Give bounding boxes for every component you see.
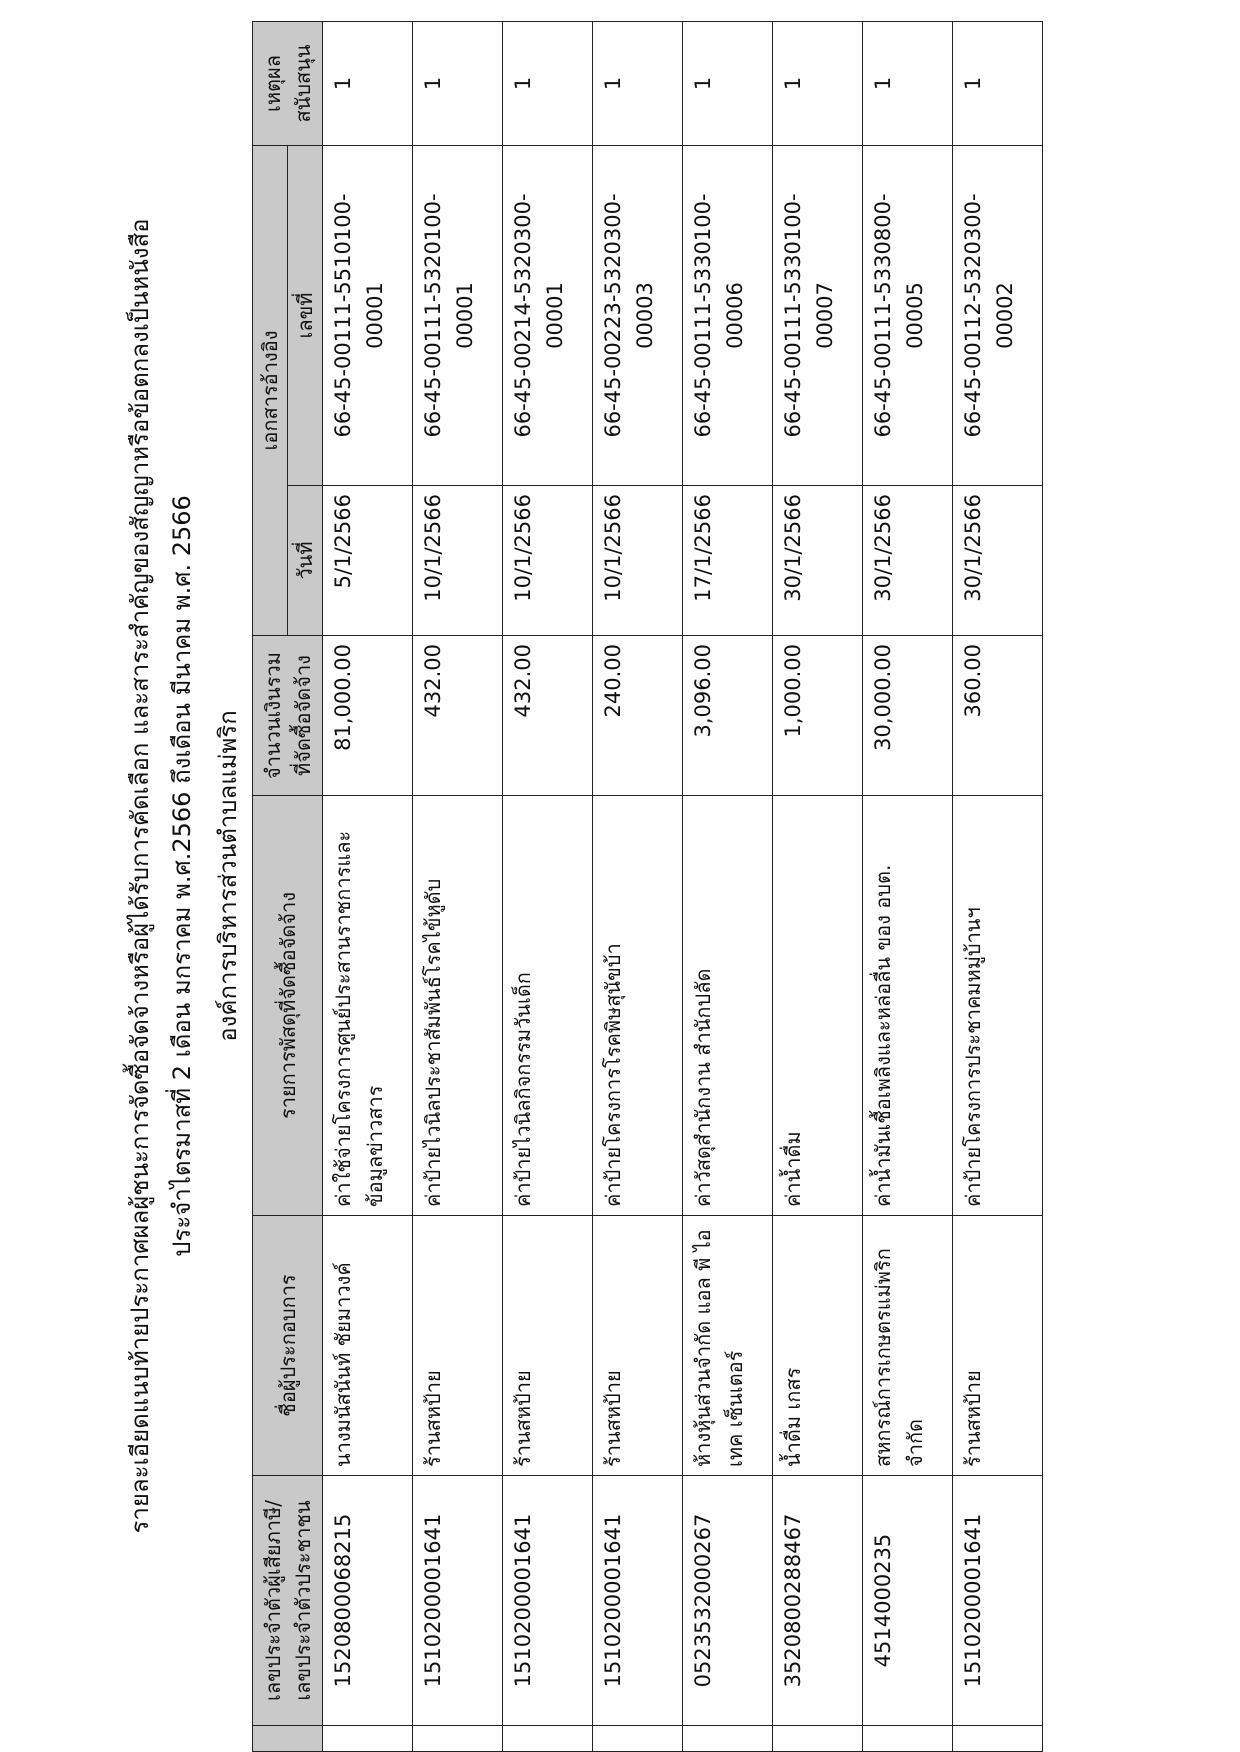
amount-cell: 432.00 xyxy=(413,636,503,796)
header-number: เลขที่ xyxy=(288,145,323,485)
item-cell: ค่าน้ำมันเชื้อเพลิงและหล่อลื่น ของ อบต. xyxy=(863,796,953,1216)
amount-cell: 360.00 xyxy=(953,636,1043,796)
doc-number-cell xyxy=(953,145,1043,485)
date-cell: 5/1/2566 xyxy=(323,486,413,636)
vendor-cell: สหกรณ์การเกษตรแม่พริก จำกัด xyxy=(863,1216,953,1476)
row-blank-cell xyxy=(503,1726,593,1752)
amount-cell: 240.00 xyxy=(593,636,683,796)
vendor-cell: น้ำดื่ม เกสร xyxy=(773,1216,863,1476)
item-cell: ค่าใช้จ่ายโครงการศูนย์ประสานราชการและข้อมูลข่าวสาร xyxy=(323,796,413,1216)
tax-id-cell: 1510200001641 xyxy=(413,1476,503,1726)
tax-id-cell: 1510200001641 xyxy=(503,1476,593,1726)
row-blank-cell xyxy=(953,1726,1043,1752)
header-reference-document: เอกสารอ้างอิง xyxy=(253,145,288,635)
doc-number-line: 66-45-00214-5320300- xyxy=(511,193,535,438)
vendor-cell: ห้างหุ้นส่วนจำกัด แอล พี ไอเทค เซ็นเตอร์ xyxy=(683,1216,773,1476)
tax-id-cell: 1520800068215 xyxy=(323,1476,413,1726)
doc-number-line: 66-45-00111-5330800- xyxy=(871,193,895,438)
row-blank-cell xyxy=(413,1726,503,1752)
doc-number-cell xyxy=(503,145,593,485)
doc-number-line: 66-45-00112-5320300- xyxy=(961,193,985,438)
doc-number-cell xyxy=(863,145,953,485)
header-vendor: ชื่อผู้ประกอบการ xyxy=(253,1216,323,1476)
table-row xyxy=(773,21,863,1751)
tax-id-cell: 1510200001641 xyxy=(593,1476,683,1726)
table-row xyxy=(413,21,503,1751)
reason-cell: 1 xyxy=(863,21,953,145)
doc-number-line: 00006 xyxy=(723,282,747,349)
doc-number-line: 00005 xyxy=(903,282,927,349)
item-cell: ค่าป้ายโครงการโรคพิษสุนัขบ้า xyxy=(593,796,683,1216)
tax-id-cell: 1510200001641 xyxy=(953,1476,1043,1726)
table-row xyxy=(953,21,1043,1751)
amount-cell: 3,096.00 xyxy=(683,636,773,796)
reason-cell: 1 xyxy=(503,21,593,145)
doc-number-cell xyxy=(323,145,413,485)
doc-number-line: 66-45-00111-5330100- xyxy=(781,193,805,438)
row-blank-cell xyxy=(773,1726,863,1752)
header-tax-id: เลขประจำตัวผู้เสียภาษี/ เลขประจำตัวประชาชน xyxy=(253,1476,323,1726)
doc-number-line: 00001 xyxy=(453,282,477,349)
table-row xyxy=(863,21,953,1751)
reason-cell: 1 xyxy=(413,21,503,145)
item-cell: ค่าป้ายโครงการประชาคมหมู่บ้านฯ xyxy=(953,796,1043,1216)
procurement-table xyxy=(252,21,1043,1752)
doc-number-line: 00001 xyxy=(363,282,387,349)
document-title: รายละเอียดแนบท้ายประกาศผลผู้ชนะการจัดซื้อจัดจ้างหรือผู้ได้รับการคัดเลือก และสาระสำคัญของสัญญาหรือข้อตกลงเป็นหนังสือ xyxy=(126,218,154,1534)
vendor-cell: ร้านสหป้าย xyxy=(953,1216,1043,1476)
row-blank-cell xyxy=(683,1726,773,1752)
date-cell: 30/1/2566 xyxy=(953,486,1043,636)
table-row xyxy=(503,21,593,1751)
item-cell: ค่าป้ายไวนิลประชาสัมพันธ์โรคไข้หูดับ xyxy=(413,796,503,1216)
table-row xyxy=(323,21,413,1751)
amount-cell: 30,000.00 xyxy=(863,636,953,796)
row-blank-cell xyxy=(593,1726,683,1752)
amount-cell: 432.00 xyxy=(503,636,593,796)
document-organization: องค์การบริหารส่วนตำบลแม่พริก xyxy=(214,710,242,1042)
doc-number-cell xyxy=(413,145,503,485)
reason-cell: 1 xyxy=(683,21,773,145)
vendor-cell: ร้านสหป้าย xyxy=(413,1216,503,1476)
tax-id-cell: 4514000235 xyxy=(863,1476,953,1726)
header-blank-cell xyxy=(253,1726,323,1752)
vendor-cell: นางมนัสนันท์ ชัยมาวงค์ xyxy=(323,1216,413,1476)
date-cell: 17/1/2566 xyxy=(683,486,773,636)
date-cell: 10/1/2566 xyxy=(503,486,593,636)
amount-cell: 81,000.00 xyxy=(323,636,413,796)
table-row xyxy=(593,21,683,1751)
row-blank-cell xyxy=(323,1726,413,1752)
doc-number-cell xyxy=(773,145,863,485)
amount-cell: 1,000.00 xyxy=(773,636,863,796)
table-row xyxy=(683,21,773,1751)
doc-number-line: 66-45-00111-5320100- xyxy=(421,193,445,438)
doc-number-line: 66-45-00223-5320300- xyxy=(601,193,625,438)
header-reason: เหตุผล สนับสนุน xyxy=(253,21,323,145)
row-blank-cell xyxy=(863,1726,953,1752)
date-cell: 10/1/2566 xyxy=(593,486,683,636)
item-cell: ค่าป้ายไวนิลกิจกรรมวันเด็ก xyxy=(503,796,593,1216)
doc-number-line: 00003 xyxy=(633,282,657,349)
document-period: ประจำไตรมาสที่ 2 เดือน มกราคม พ.ศ.2566 ถึงเดือน มีนาคม พ.ศ. 2566 xyxy=(168,495,196,1257)
header-amount: จำนวนเงินรวม ที่จัดซื้อจัดจ้าง xyxy=(253,636,323,796)
reason-cell: 1 xyxy=(593,21,683,145)
item-cell: ค่าน้ำดื่ม xyxy=(773,796,863,1216)
doc-number-line: 00001 xyxy=(543,282,567,349)
date-cell: 30/1/2566 xyxy=(773,486,863,636)
doc-number-line: 66-45-00111-5330100- xyxy=(691,193,715,438)
date-cell: 10/1/2566 xyxy=(413,486,503,636)
doc-number-line: 66-45-00111-5510100- xyxy=(331,193,355,438)
item-cell: ค่าวัสดุสำนักงาน สำนักปลัด xyxy=(683,796,773,1216)
doc-number-line: 00002 xyxy=(993,282,1017,349)
vendor-cell: ร้านสหป้าย xyxy=(593,1216,683,1476)
tax-id-cell: 3520800288467 xyxy=(773,1476,863,1726)
reason-cell: 1 xyxy=(773,21,863,145)
vendor-cell: ร้านสหป้าย xyxy=(503,1216,593,1476)
date-cell: 30/1/2566 xyxy=(863,486,953,636)
reason-cell: 1 xyxy=(323,21,413,145)
doc-number-cell xyxy=(683,145,773,485)
doc-number-line: 00007 xyxy=(813,282,837,349)
doc-number-cell xyxy=(593,145,683,485)
header-item: รายการพัสดุที่จัดซื้อจัดจ้าง xyxy=(253,796,323,1216)
tax-id-cell: 0523532000267 xyxy=(683,1476,773,1726)
reason-cell: 1 xyxy=(953,21,1043,145)
header-date: วันที่ xyxy=(288,486,323,636)
